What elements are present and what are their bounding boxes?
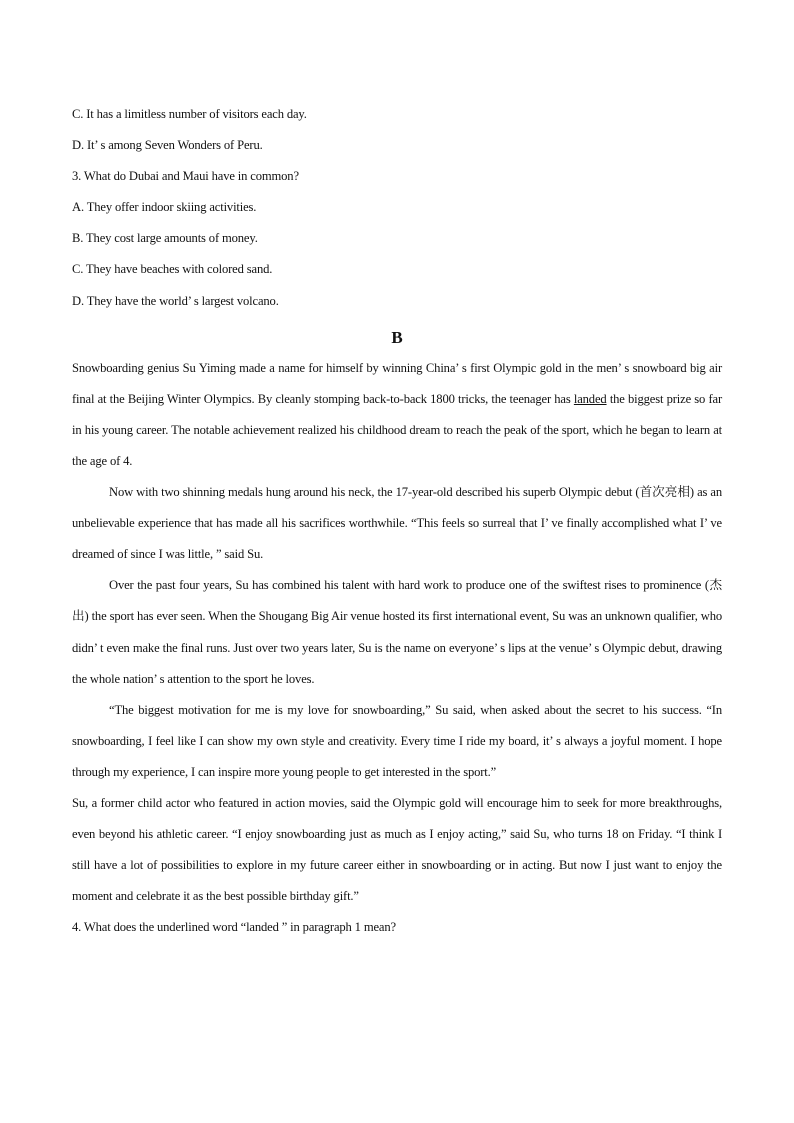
underlined-word-landed: landed (573, 391, 607, 406)
section-title: B (391, 327, 403, 347)
p1-text-after: the biggest prize so far in his young career. The notable achievement realized his childhood dream to reach the peak of the sport, which he began to learn at the age of 4. (72, 391, 722, 468)
passage-paragraph-5: Su, a former child actor who featured in action movies, said the Olympic gold will encourage him to seek for more breakthroughs, even beyond his athletic career. “I enjoy snowboarding just as much as I enjoy acting,” said Su, who turns 18 on Friday. “I think I still have a lot of possibilities to explore in my future career either in snowboarding or in acting. But now I just want to enjoy the moment and celebrate it as the best possible birthday gift.” (72, 795, 722, 904)
passage-paragraph-4: “The biggest motivation for me is my love for snowboarding,” Su said, when asked about the secret to his success. “In snowboarding, I feel like I can show my own style and creativity. Every time I ride my board, it’ s always a joyful moment. I hope through my experience, I can inspire more young people to get interested in the sport.” (72, 702, 722, 779)
q3-option-a: A. They offer indoor skiing activities. (72, 200, 257, 215)
document-page (72, 99, 722, 943)
q4-stem: 4. What does the underlined word “landed ” in paragraph 1 mean? (72, 920, 396, 935)
p1-text-before: Snowboarding genius Su Yiming made a name for himself by winning China’ s first Olympic gold in the men’ s snowboard big air final at the Beijing Winter Olympics. By cleanly stomping back-to-back 1800 tricks, the teenager has (72, 360, 722, 406)
q2-option-c: C. It has a limitless number of visitors each day. (72, 107, 307, 121)
q3-option-d: D. They have the world’ s largest volcano. (72, 293, 279, 308)
q3-stem: 3. What do Dubai and Maui have in common? (72, 169, 299, 184)
q3-option-b: B. They cost large amounts of money. (72, 231, 258, 246)
q3-option-c: C. They have beaches with colored sand. (72, 262, 273, 277)
passage-paragraph-3: Over the past four years, Su has combined his talent with hard work to produce one of the swiftest rises to prominence (杰出) the sport has ever seen. When the Shougang Big Air venue hosted its first international event, Su was an unknown qualifier, who didn’ t even make the final runs. Just over two years later, Su is the name on everyone’ s lips at the venue’ s Olympic debut, drawing the whole nation’ s attention to the sport he loves. (72, 578, 722, 686)
q2-option-d: D. It’ s among Seven Wonders of Peru. (72, 138, 263, 153)
passage-paragraph-2: Now with two shinning medals hung around his neck, the 17-year-old described his superb Olympic debut (首次亮相) as an unbelievable experience that has made all his sacrifices worthwhile. “This feels so surreal that I’ ve finally accomplished what I’ ve dreamed of since I was little, ” said Su. (72, 485, 722, 562)
passage-paragraph-1 (72, 353, 722, 477)
